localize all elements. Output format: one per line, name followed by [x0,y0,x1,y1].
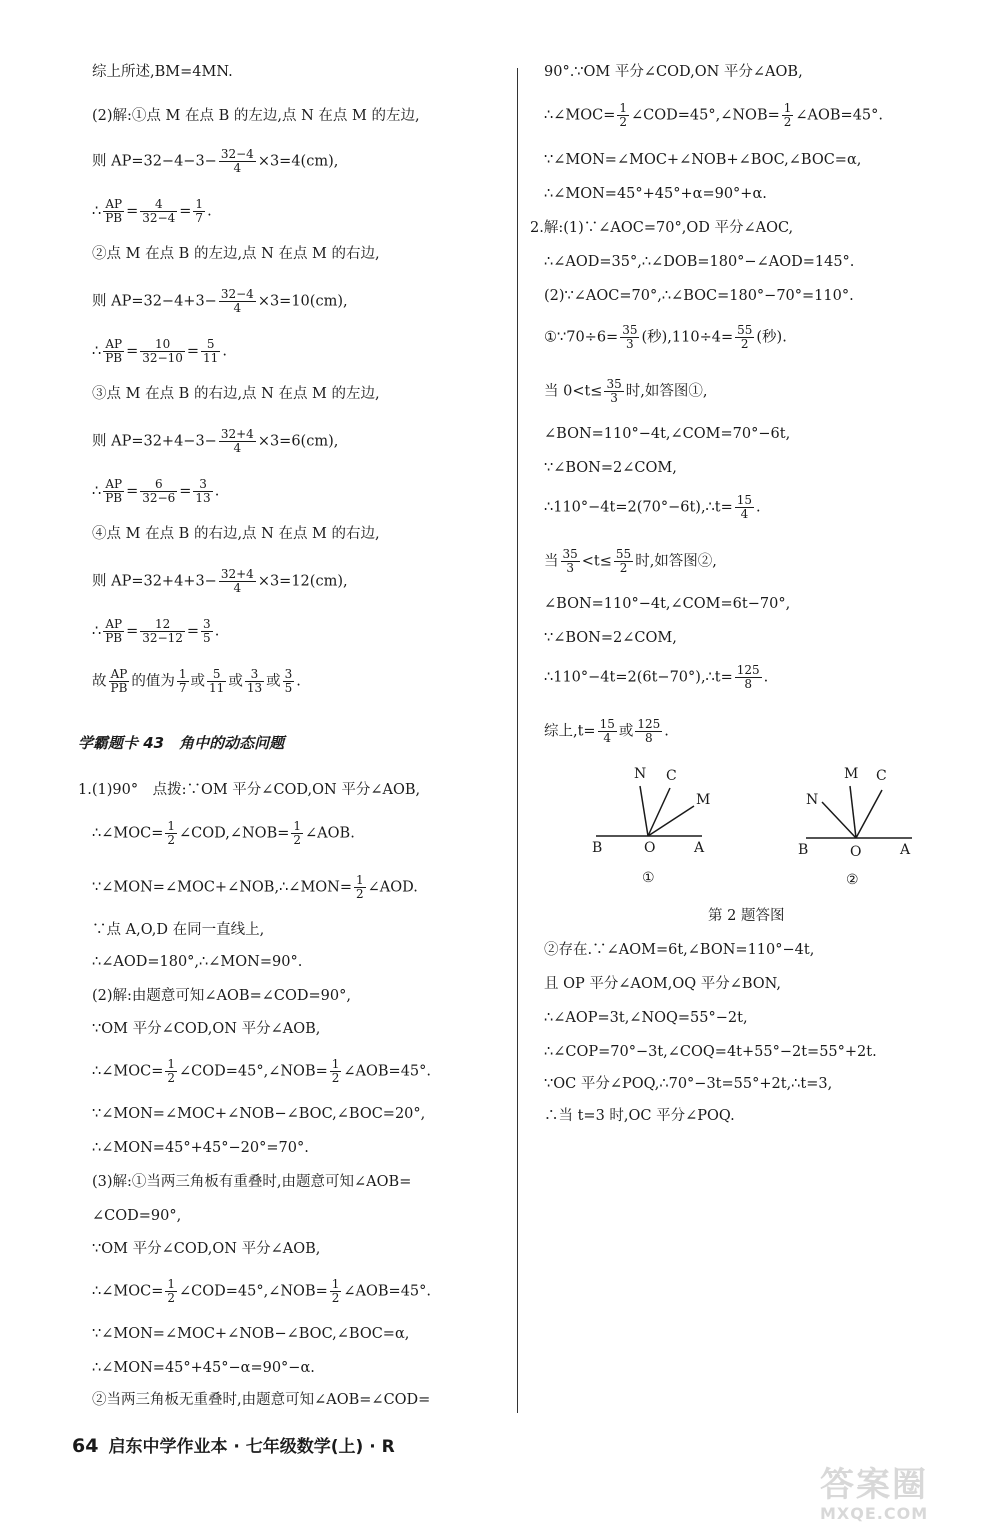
text-line: ④点 M 在点 B 的右边,点 N 在点 M 的右边, [92,526,380,542]
figure-label: C [666,768,677,784]
fraction: $\frac{55}{2}$ [737,323,753,351]
fraction: $\frac{1}{2}$ [293,819,302,847]
fraction: $\frac{1}{2}$ [167,819,175,847]
figure-number: ① [642,870,655,886]
figure-label: O [850,844,862,860]
figure-label: O [644,840,656,856]
text-line: ∵OM 平分∠COD,ON 平分∠AOB, [92,1021,321,1037]
text-line: ∴ $\frac{AP}{PB}$ = $\frac{6}{32-6}$ = $\frac{3}{13}$ . [92,477,220,505]
text-line: ∵OM 平分∠COD,ON 平分∠AOB, [92,1241,321,1257]
text-line: ∴ $\frac{AP}{PB}$ = $\frac{4}{32-4}$ = $\frac{1}{7}$ . [92,197,212,225]
text-line: 当 0<t≤ $\frac{35}{3}$ 时,如答图①, [544,377,708,405]
ray-oc [856,790,882,838]
text-line: ∵∠MON=∠MOC+∠NOB+∠BOC,∠BOC=α, [544,152,862,168]
text-line: ∴∠MON=45°+45°+α=90°+α. [544,186,767,202]
text-line: ∠BON=110°−4t,∠COM=70°−6t, [544,426,791,442]
text-line: ②点 M 在点 B 的左边,点 N 在点 M 的右边, [92,246,380,262]
watermark-domain: MXQE.COM [820,1504,929,1523]
figure-label: B [798,842,809,858]
fraction: $\frac{AP}{PB}$ [110,667,128,695]
text-line: ③点 M 在点 B 的右边,点 N 在点 M 的左边, [92,386,380,402]
figure-number: ② [846,872,859,888]
fraction: $\frac{35}{3}$ [622,323,638,351]
fraction: $\frac{5}{11}$ [209,667,225,695]
text-line: ∵∠BON=2∠COM, [544,630,677,646]
figure-label: A [900,842,911,858]
angle-figure-2 [794,768,974,878]
figure-label: M [696,792,711,808]
text-line: ∴ $\frac{AP}{PB}$ = $\frac{12}{32-12}$ = $\frac{3}{5}$ . [92,617,220,645]
book-title: 启东中学作业本 · 七年级数学(上) · R [108,1437,395,1457]
text-line: 故 $\frac{AP}{PB}$ 的值为 $\frac{1}{7}$ 或 $\frac{5}{11}$ 或 $\frac{3}{13}$ 或 $\frac{3}{5}$ . [92,667,301,695]
text-line: 综上所述,BM=4MN. [92,64,233,80]
text-line: ∠BON=110°−4t,∠COM=6t−70°, [544,596,791,612]
text-line: ∵OC 平分∠POQ,∴70°−3t=55°+2t,∴t=3, [544,1076,833,1092]
text-line: ∴∠MOC= $\frac{1}{2}$ ∠COD=45°,∠NOB= $\frac{1}{2}$ ∠AOB=45°. [544,101,884,129]
text-line: ∴∠AOD=180°,∴∠MON=90°. [92,954,303,970]
fraction: $\frac{1}{7}$ [178,667,187,695]
fraction: $\frac{125}{8}$ [736,663,760,691]
ray-on [822,802,856,838]
fraction: $\frac{125}{8}$ [637,717,661,745]
text-line: ∴当 t=3 时,OC 平分∠POQ. [544,1108,735,1124]
fraction: $\frac{1}{2}$ [356,873,364,901]
text-line: (2)解:由题意可知∠AOB=∠COD=90°, [92,988,351,1004]
fraction: $\frac{1}{2}$ [167,1057,175,1085]
text-line: ①∵70÷6= $\frac{35}{3}$ (秒),110÷4= $\frac{55}{2}$ (秒). [544,323,787,351]
fraction: $\frac{1}{2}$ [619,101,627,129]
ray-on [640,786,648,836]
fraction: $\frac{1}{2}$ [167,1277,175,1305]
fraction: $\frac{3}{13}$ [195,477,211,505]
fraction: $\frac{32+4}{4}$ [220,427,254,455]
text-line: 则 AP=32+4−3− $\frac{32+4}{4}$ ×3=6(cm), [92,427,339,455]
fraction: $\frac{1}{7}$ [195,197,204,225]
fraction: $\frac{10}{32-10}$ [142,337,183,365]
text-line: ∴∠MON=45°+45°−20°=70°. [92,1140,309,1156]
page-number: 64 [72,1435,99,1457]
text-line: ∴∠COP=70°−3t,∠COQ=4t+55°−2t=55°+2t. [544,1044,877,1060]
text-line: ∴∠AOP=3t,∠NOQ=55°−2t, [544,1010,748,1026]
text-line: 1.(1)90° 点拨:∵OM 平分∠COD,ON 平分∠AOB, [78,782,421,798]
text-line: 90°.∵OM 平分∠COD,ON 平分∠AOB, [544,64,803,80]
text-line: (2)解:①点 M 在点 B 的左边,点 N 在点 M 的左边, [92,108,420,124]
fraction: $\frac{12}{32-12}$ [142,617,183,645]
fraction: $\frac{55}{2}$ [615,547,632,575]
text-line: 2.解:(1)∵∠AOC=70°,OD 平分∠AOC, [530,220,794,236]
fraction: $\frac{3}{5}$ [203,617,211,645]
watermark-text: 答案圈 [820,1465,928,1505]
text-line: ∵∠MON=∠MOC+∠NOB−∠BOC,∠BOC=20°, [92,1106,426,1122]
angle-figure-1 [584,768,764,878]
text-line: ∴110°−4t=2(6t−70°),∴t= $\frac{125}{8}$ . [544,663,769,691]
text-line: ∵∠MON=∠MOC+∠NOB−∠BOC,∠BOC=α, [92,1326,410,1342]
fraction: $\frac{3}{13}$ [246,667,263,695]
text-line: ∵点 A,O,D 在同一直线上, [92,922,265,938]
text-line: ∴∠MOC= $\frac{1}{2}$ ∠COD,∠NOB= $\frac{1}{2}$ ∠AOB. [92,819,355,847]
fraction: $\frac{15}{4}$ [736,493,753,521]
fraction: $\frac{AP}{PB}$ [105,477,123,505]
figure-label: N [806,792,819,808]
text-line: ∴∠MOC= $\frac{1}{2}$ ∠COD=45°,∠NOB= $\frac{1}{2}$ ∠AOB=45°. [92,1277,432,1305]
text-line: 综上,t= $\frac{15}{4}$ 或 $\frac{125}{8}$ . [544,717,669,745]
text-line: ∵∠MON=∠MOC+∠NOB,∴∠MON= $\frac{1}{2}$ ∠AOD. [92,873,418,901]
text-line: 则 AP=32−4−3− $\frac{32-4}{4}$ ×3=4(cm), [92,147,339,175]
fraction: $\frac{35}{3}$ [562,547,578,575]
fraction: $\frac{35}{3}$ [606,377,622,405]
fraction: $\frac{AP}{PB}$ [105,337,123,365]
text-line: ∴∠MON=45°+45°−α=90°−α. [92,1360,315,1376]
text-line: ②存在.∵∠AOM=6t,∠BON=110°−4t, [544,942,815,958]
figure-label: A [694,840,705,856]
figure-caption: 第 2 题答图 [708,908,785,924]
figure-label: N [634,766,647,782]
text-line: ∠COD=90°, [92,1208,182,1224]
text-line: 则 AP=32+4+3− $\frac{32+4}{4}$ ×3=12(cm), [92,567,348,595]
text-line: ∴110°−4t=2(70°−6t),∴t= $\frac{15}{4}$ . [544,493,761,521]
fraction: $\frac{15}{4}$ [599,717,615,745]
fraction: $\frac{1}{2}$ [331,1057,340,1085]
text-line: (2)∵∠AOC=70°,∴∠BOC=180°−70°=110°. [544,288,854,304]
text-line: ∴ $\frac{AP}{PB}$ = $\frac{10}{32-10}$ = $\frac{5}{11}$ . [92,337,227,365]
figure-label: M [844,766,859,782]
text-line: ∴∠MOC= $\frac{1}{2}$ ∠COD=45°,∠NOB= $\frac{1}{2}$ ∠AOB=45°. [92,1057,432,1085]
fraction: $\frac{1}{2}$ [331,1277,340,1305]
text-line: (3)解:①当两三角板有重叠时,由题意可知∠AOB= [92,1174,412,1190]
figure-label: C [876,768,887,784]
fraction: $\frac{32-4}{4}$ [220,287,254,315]
fraction: $\frac{1}{2}$ [783,101,792,129]
text-line: ∵∠BON=2∠COM, [544,460,677,476]
column-divider [517,68,518,1413]
text-line: ∴∠AOD=35°,∴∠DOB=180°−∠AOD=145°. [544,254,855,270]
watermark-logo [820,1466,980,1528]
fraction: $\frac{32-4}{4}$ [220,147,254,175]
fraction: $\frac{AP}{PB}$ [105,197,123,225]
text-line: 当 $\frac{35}{3}$ <t≤ $\frac{55}{2}$ 时,如答图②, [544,547,717,575]
fraction: $\frac{4}{32-4}$ [142,197,176,225]
text-line: ②当两三角板无重叠时,由题意可知∠AOB=∠COD= [92,1392,431,1408]
section-title: 学霸题卡 43 角中的动态问题 [78,734,285,752]
fraction: $\frac{5}{11}$ [203,337,219,365]
fraction: $\frac{AP}{PB}$ [105,617,123,645]
fraction: $\frac{6}{32-6}$ [142,477,176,505]
fraction: $\frac{32+4}{4}$ [220,567,254,595]
text-line: 且 OP 平分∠AOM,OQ 平分∠BON, [544,976,782,992]
fraction: $\frac{3}{5}$ [284,667,293,695]
figure-label: B [592,840,603,856]
ray-om [850,786,856,838]
page-footer [72,1432,395,1457]
text-line: 则 AP=32−4+3− $\frac{32-4}{4}$ ×3=10(cm), [92,287,348,315]
